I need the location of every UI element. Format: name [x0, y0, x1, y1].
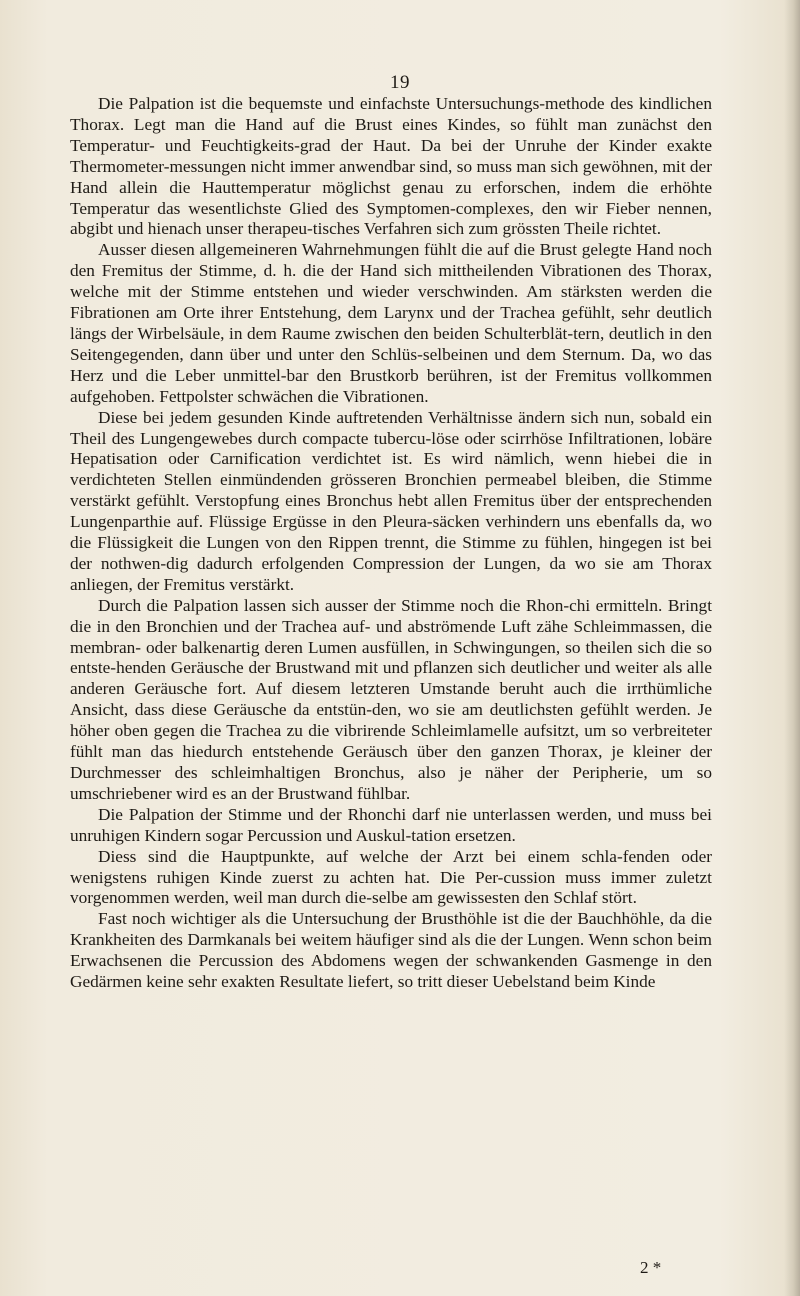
paragraph-palpation: Die Palpation ist die bequemste und einfachste Untersuchungs-methode des kindlichen Thorax. Legt man die Hand auf die Brust eines Kindes, so fühlt man zunächst den Temperatur- und Feuchtigkeits-grad der Haut. Da bei der Unruhe der Kinder exakte Thermometer-messungen nicht immer anwendbar sind, so muss man sich gewöhnen, mit der Hand allein die Hauttemperatur möglichst genau zu erforschen, indem die erhöhte Temperatur das wesentlichste Glied des Symptomen-complexes, den wir Fieber nennen, abgibt und hienach unser therapeu-tisches Verfahren sich zum grössten Theile richtet.	[70, 94, 712, 239]
paragraph-bauchhoehle: Fast noch wichtiger als die Untersuchung der Brusthöhle ist die der Bauchhöhle, da die Krankheiten des Darmkanals bei weitem häufiger sind als die der Lungen. Wenn schon beim Erwachsenen die Percussion des Abdomens wegen der schwankenden Gasmenge in den Gedärmen keine sehr exakten Resultate liefert, so tritt dieser Uebelstand beim Kinde	[70, 909, 712, 992]
paragraph-verdichtung: Diese bei jedem gesunden Kinde auftretenden Verhältnisse ändern sich nun, sobald ein Theil des Lungengewebes durch compacte tubercu-löse oder scirrhöse Infiltrationen, lobäre Hepatisation oder Carnification verdichtet ist. Es wird nämlich, wenn hiebei die in verdichteten Stellen einmündenden grösseren Bronchien permeabel bleiben, die Stimme verstärkt gefühlt. Verstopfung eines Bronchus hebt allen Fremitus über der entsprechenden Lungenparthie auf. Flüssige Ergüsse in den Pleura-säcken verhindern uns ebenfalls da, wo die Flüssigkeit die Lungen von den Rippen trennt, die Stimme zu fühlen, hingegen ist bei der nothwen-dig dadurch erfolgenden Compression der Lungen, da wo sie am Thorax anliegen, der Fremitus verstärkt.	[70, 407, 712, 594]
paragraph-fremitus: Ausser diesen allgemeineren Wahrnehmungen fühlt die auf die Brust gelegte Hand noch den Fremitus der Stimme, d. h. die der Hand sich mittheilenden Vibrationen des Thorax, welche mit der Stimme entstehen und wieder verschwinden. Am stärksten werden die Fibrationen am Orte ihrer Entstehung, dem Larynx und der Trachea gefühlt, sehr deutlich längs der Wirbelsäule, in dem Raume zwischen den beiden Schulterblät-tern, deutlich in den Seitengegenden, dann über und unter den Schlüs-selbeinen und dem Sternum. Da, wo das Herz und die Leber unmittel-bar den Brustkorb berühren, ist der Fremitus vollkommen aufgehoben. Fettpolster schwächen die Vibrationen.	[70, 240, 712, 406]
page-edge-shadow	[784, 0, 800, 1296]
paragraph-rhonchi: Durch die Palpation lassen sich ausser der Stimme noch die Rhon-chi ermitteln. Bringt die in den Bronchien und der Trachea auf- und abströmende Luft zähe Schleimmassen, die membran- oder balkenartig deren Lumen ausfüllen, in Schwingungen, so theilen sich die so entste-henden Geräusche der Brustwand mit und pflanzen sich deutlicher und weiter als alle anderen Geräusche fort. Auf diesem letzteren Umstande beruht auch die irrthümliche Ansicht, dass diese Geräusche da entstün-den, wo sie am deutlichsten gefühlt werden. Je höher oben gegen die Trachea zu die vibrirende Schleimlamelle aufsitzt, um so verbreiteter fühlt man das hiedurch entstehende Geräusch über den ganzen Thorax, je kleiner der Durchmesser des schleimhaltigen Bronchus, also je näher der Peripherie, um so umschriebener wird es an der Brustwand fühlbar.	[70, 595, 712, 803]
page-number: 19	[390, 72, 410, 93]
paragraph-palpation-stimme: Die Palpation der Stimme und der Rhonchi darf nie unterlassen werden, und muss bei unruhigen Kindern sogar Percussion und Auskul-tation ersetzen.	[70, 804, 712, 845]
signature-mark: 2 *	[640, 1258, 662, 1277]
text-body	[70, 94, 712, 993]
paragraph-hauptpunkte: Diess sind die Hauptpunkte, auf welche der Arzt bei einem schla-fenden oder wenigstens ruhigen Kinde zuerst zu achten hat. Die Per-cussion muss immer zuletzt vorgenommen werden, weil man durch die-selbe am gewissesten den Schlaf stört.	[70, 846, 712, 908]
